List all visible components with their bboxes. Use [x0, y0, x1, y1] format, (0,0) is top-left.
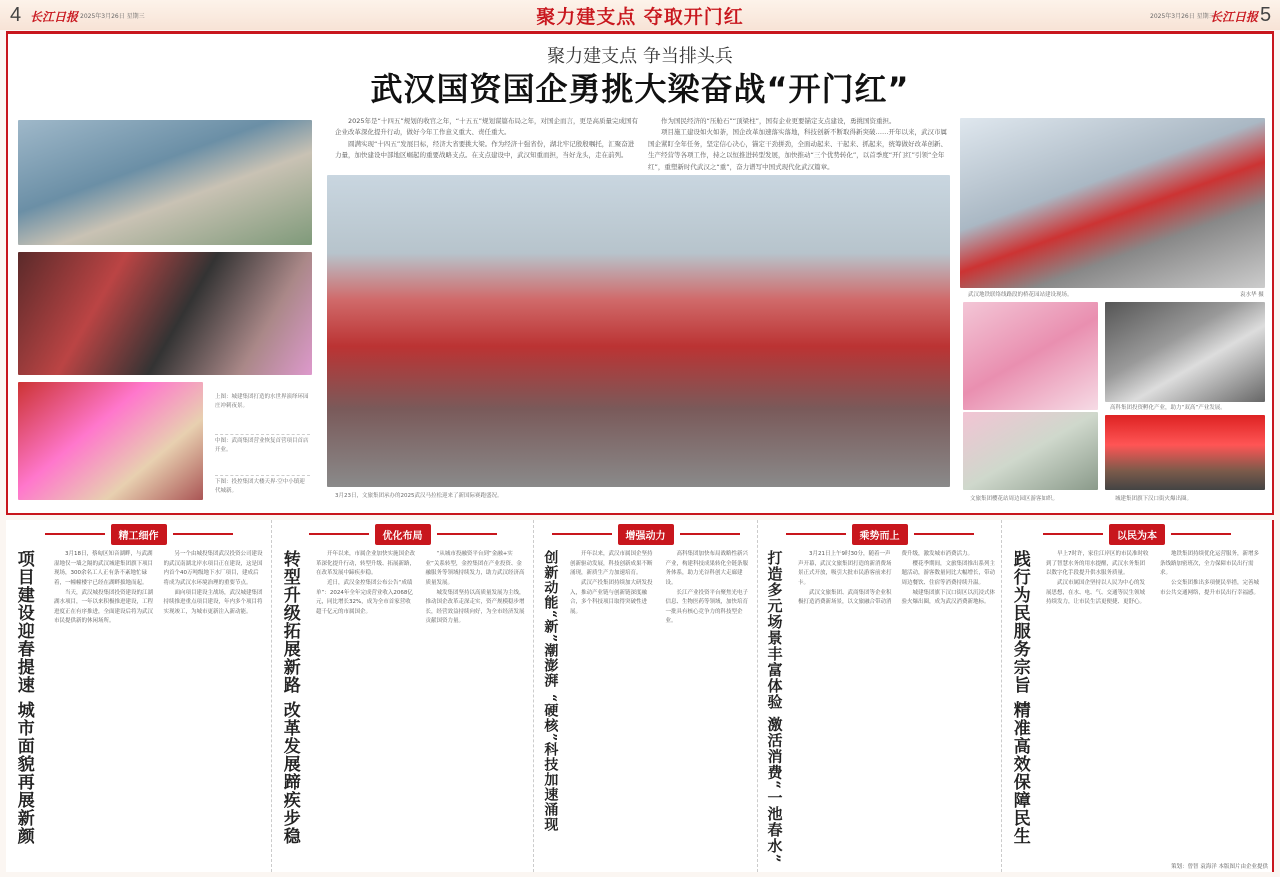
photo-wuhan-marathon — [327, 175, 950, 487]
left-masthead-logo: 长江日报 — [30, 10, 79, 24]
lead-paragraph: 圆满实现“十四五”发展目标，经济大省要挑大梁。作为经济十强省份，湖北牢记殷殷嘱托，汇聚奋进力量，加快建设中部地区崛起的重要战略支点。在支点建设中，武汉知重而担，当好龙头，走在前列。 — [335, 139, 635, 160]
paragraph: 武汉文旅集团、武商集团等企业积极打造消费新场景，以文旅融合带动消费升级，激发城市消费活力。 — [798, 551, 974, 606]
section-body — [1046, 550, 1264, 850]
photo-sky-town — [18, 382, 203, 500]
section-headline: 创新动能“新”潮澎湃 “硬核”科技加速涌现 — [542, 550, 559, 833]
section-band-title: 聚力建支点 夺取开门红 — [536, 6, 744, 28]
photo-tech-lab — [1105, 302, 1265, 402]
photo-credit: 袁水华 摄 — [1240, 292, 1264, 298]
section-optimize-layout — [272, 520, 534, 872]
paragraph: 开年以来，市属企业加快实施国企改革深化提升行动，转型升级、拓展新路，在改革发展中蹄疾步稳。 — [316, 551, 416, 577]
section-people-first — [1002, 520, 1274, 872]
paragraph: 开年以来，武汉市属国企坚持创新驱动发展，科技创新成果不断涌现，新质生产力加速培育。 — [570, 551, 653, 577]
paragraph: 地铁集团持续优化运营服务，新增多条线路加密班次，全力保障市民出行需求。 — [1160, 551, 1260, 577]
section-boost-momentum — [534, 520, 758, 872]
caption-bottom: 下图：投控集团大楼天界·空中小镇迎代城新。 — [215, 475, 310, 496]
right-masthead-logo: 长江日报 — [1210, 10, 1259, 24]
section-tag: 乘势而上 — [852, 524, 908, 545]
page-credit: 策划：曾智 袁海洋 本版图片由企业提供 — [1171, 864, 1268, 870]
right-bottom-right-caption: 城建集团旗下汉口街火爆出圈。 — [1115, 496, 1193, 502]
section-tag: 精工细作 — [111, 524, 167, 545]
right-mid-caption: 高科集团投资孵化产业，助力“双高”产业发展。 — [1110, 405, 1226, 411]
paragraph: 武汉市属国企坚持以人民为中心的发展思想，在水、电、气、交通等民生领域持续发力，让市民生活更便捷、更舒心。 — [1046, 579, 1146, 606]
paragraph: 长江产业投资平台聚焦光电子信息、生物医药等领域，加快培育一批具有核心竞争力的科技型企业。 — [665, 589, 749, 625]
paragraph: 3月21日上午9时30分，随着一声声开幕，武汉文旅集团打造的新消费场景正式开放，吸引大批市民游客前来打卡。 — [798, 551, 892, 586]
lead-paragraph: 项目施工建设如火如荼，国企改革加速落实落地，科技创新不断取得新突破……开年以来，武汉市属国企紧盯全年任务，坚定信心决心，锚定干劲拼劲，全面动起来、干起来、抓起来，统筹做好改革创新、生产经营等各项工作，持之以恒推进转型发展，加快推动“三个优势转化”，以首季度“开门红”引领“全年红”，重塑新时代武汉之“重”，奋力谱写中国式现代化武汉篇章。 — [648, 128, 947, 171]
section-headline: 项目建设迎春提速 城市面貌再展新颜 — [13, 550, 34, 845]
photo-cherry-blossom — [963, 302, 1098, 410]
article-kicker: 聚力建支点 争当排头兵 — [547, 46, 733, 67]
section-headline: 转型升级拓展新路 改革发展蹄疾步稳 — [279, 550, 300, 845]
lead-paragraph: 2025年是“十四五”规划的收官之年，“十五五”规划谋篇布局之年，对国企而言，更是高质量完成国有企业改革深化提升行动，做好今年工作意义重大、责任重大。 — [335, 117, 639, 137]
caption-middle: 中图：武商集团营业恢复首营项目首店开业。 — [215, 434, 310, 455]
photo-park-visitors — [963, 412, 1098, 490]
paragraph: 公交集团推出多项便民举措，完善城市公共交通网络，提升市民出行幸福感。 — [1160, 579, 1260, 596]
section-headline: 打造多元场景丰富体验 激活消费“一池春水” — [765, 550, 784, 864]
section-headline: 践行为民服务宗旨 精准高效保障民生 — [1009, 550, 1030, 845]
section-body — [54, 550, 263, 866]
paragraph: “从城市投融资平台到”金融+实业”关系转型，金控集团在产业投资、金融服务等领域持续发力，助力武汉经济高质量发展。 — [425, 551, 525, 586]
main-photo-caption: 3月23日，文旅集团承办的2025武汉马拉松迎来了新国际赛跑盛况。 — [335, 493, 503, 499]
right-page-number: 5 — [1260, 4, 1272, 26]
lead-paragraph: 作为国民经济的“压舱石”“顶梁柱”，国有企业更要锚定支点建设，勇挑国资重担。 — [661, 117, 896, 125]
paragraph: 樱花季期间，文旅集团推出系列主题活动，游客数量同比大幅增长，带动周边餐饮、住宿等消费持续升温。 — [901, 560, 995, 586]
paragraph: 武汉产投集团持续加大研发投入，推动产业链与创新链深度融合，多个科技项目取得突破性进展。 — [570, 579, 653, 615]
photo-hankou-street — [1105, 415, 1265, 490]
section-body — [570, 550, 751, 866]
section-tag: 增强动力 — [618, 524, 674, 545]
paragraph: 城发集团坚持以高质量发展为主线，推动国企改革走深走实，资产规模稳步增长，经营效益持续向好，为全市经济发展贡献国资力量。 — [425, 589, 525, 625]
article-title: 武汉国资国企勇挑大梁奋战“开门红” — [370, 70, 910, 108]
section-precision-work — [6, 520, 272, 872]
section-tag: 优化布局 — [375, 524, 431, 545]
section-body — [316, 550, 525, 866]
paragraph: 3月18日，蔡甸区知音湖畔，与武湖湿地仅一墙之隔的武汉城建集团旗下项目现场，300余名工人正有条不紊地忙碌着，一幢幢楼宇已经在湖畔拔地而起。 — [54, 551, 154, 586]
section-ride-momentum — [758, 520, 1002, 872]
photo-mall-opening — [18, 252, 312, 375]
left-page-number: 4 — [10, 4, 22, 26]
lead-left — [335, 116, 640, 162]
photo-water-world — [18, 120, 312, 245]
paragraph: 当天，武汉城投集团投资建设的江湖湖水项目，一年以来积极推进建设，工程进度正在有序推进，全面建设后将为武汉市民提供新的休闲场所。 — [54, 589, 154, 625]
left-date: 2025年3月26日 星期三 — [80, 13, 145, 20]
paragraph: 近日，武汉金控集团公布公告“成绩单”：2024年全年完成营业收入2068亿元，同比增长32%，成为全市首家营收超千亿元的市属国企。 — [316, 579, 413, 615]
section-tag: 以民为本 — [1109, 524, 1165, 545]
right-date: 2025年3月26日 星期三 — [1150, 13, 1215, 20]
lead-right — [648, 116, 953, 173]
paragraph: 高科集团加快布局战略性新兴产业，构建科技成果转化全链条服务体系，助力光谷科创大走廊建设。 — [665, 551, 749, 586]
caption-top: 上图：城建集团打造的水世界演绎环园庄冲刺夜景。 — [215, 394, 309, 409]
paragraph: 城建集团旗下汉口街区以沉浸式体验火爆出圈，成为武汉消费新地标。 — [901, 589, 995, 606]
paragraph: 面向项目建设主战场，武汉城建集团持续推进重点项目建设，年内多个项目将实现竣工，为城市更新注入新动能。 — [163, 589, 263, 615]
paragraph: 另一个由城投集团武汉投资公司建设的武汉南湖北岸水项目正在建设，这是国内首个40万吨级地下水厂项目，建成后将成为武汉水环境治理的重要节点。 — [163, 551, 263, 586]
right-top-caption: 武汉地铁联络线路段的桥花园站建设现场。 — [968, 292, 1073, 298]
paragraph: 早上7时许，家住江岸区的市民准时收到了智慧水务的用水提醒，武汉水务集团以数字化手段提升供水服务质量。 — [1046, 551, 1149, 577]
photo-metro-construction — [960, 118, 1265, 288]
section-body — [798, 550, 995, 866]
right-bottom-left-caption: 文旅集团樱花站周边园区游客如织。 — [970, 496, 1059, 502]
